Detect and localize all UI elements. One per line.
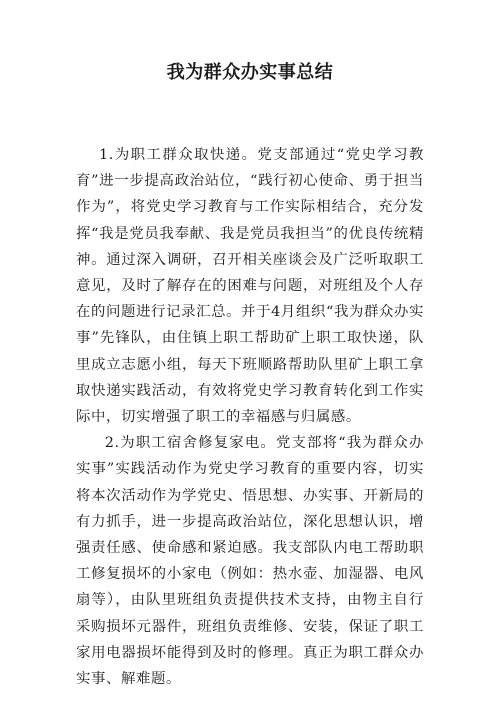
document-title: 我为群众办实事总结: [166, 62, 334, 83]
paragraph-2: 2.为职工宿舍修复家电。党支部将“我为群众办实事”实践活动作为党史学习教育的重要内容，切实将本次活动作为学党史、悟思想、办实事、开新局的有力抓手，进一步提高政治站位，深化思想认识，增强责任感、使命感和紧迫感。我支部队内电工帮助职工修复损坏的小家电（例如：热水壶、加湿器、电风扇等），由队里班组负责提供技术支持，由物主自行采购损坏元器件，班组负责维修、安装，保证了职工家用电器损坏能得到及时的修理。真正为职工群众办实事、解难题。: [76, 435, 424, 688]
document-body: [76, 142, 424, 692]
paragraph-1: 1.为职工群众取快递。党支部通过“党史学习教育”进一步提高政治站位，“践行初心使命、勇于担当作为”，将党史学习教育与工作实际相结合，充分发挥“我是党员我奉献、我是党员我担当”的优良传统精神。通过深入调研，召开相关座谈会及广泛听取职工意见，及时了解存在的困难与问题，对班组及个人存在的问题进行记录汇总。并于4月组织“我为群众办实事”先锋队，由住镇上职工帮助矿上职工取快递，队里成立志愿小组，每天下班顺路帮助队里矿上职工拿取快递实践活动，有效将党史学习教育转化到工作实际中，切实增强了职工的幸福感与归属感。: [76, 147, 424, 426]
